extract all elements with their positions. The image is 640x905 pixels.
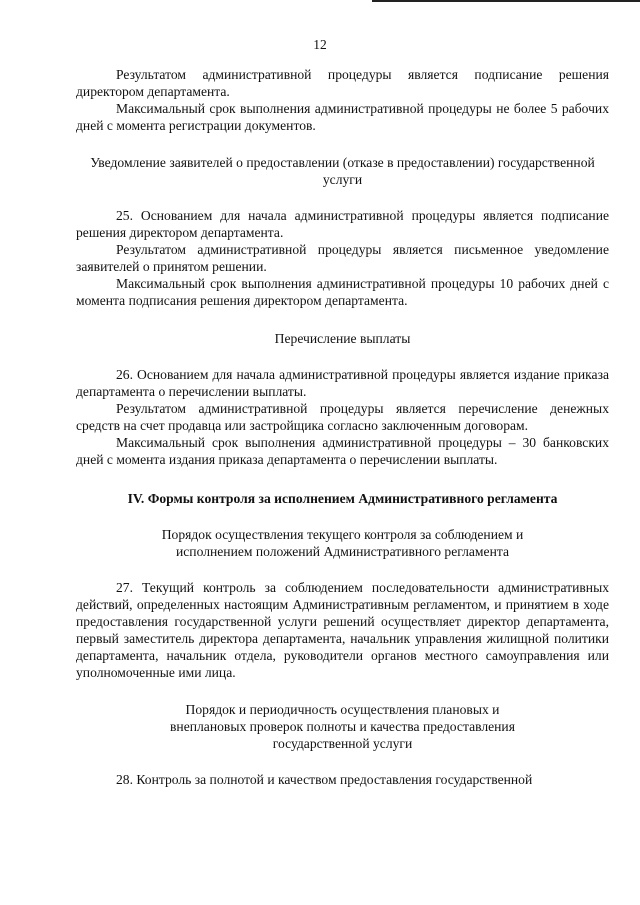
paragraph: Результатом административной процедуры является письменное уведомление заявителей о принятом решении. bbox=[76, 242, 609, 274]
paragraph: 28. Контроль за полнотой и качеством предоставления государственной bbox=[116, 772, 533, 787]
document-body bbox=[76, 66, 609, 788]
top-rule bbox=[372, 0, 640, 2]
page-number: 12 bbox=[313, 37, 327, 52]
paragraph: Максимальный срок выполнения административной процедуры 10 рабочих дней с момента подписания решения директором департамента. bbox=[76, 276, 609, 308]
paragraph: Максимальный срок выполнения административной процедуры не более 5 рабочих дней с момента регистрации документов. bbox=[76, 101, 609, 133]
paragraph: Максимальный срок выполнения административной процедуры – 30 банковских дней с момента издания приказа департамента о перечислении выплаты. bbox=[76, 435, 609, 467]
paragraph: 25. Основанием для начала административной процедуры является подписание решения директором департамента. bbox=[76, 208, 609, 240]
section-heading: Перечисление выплаты bbox=[274, 331, 411, 346]
paragraph: 27. Текущий контроль за соблюдением последовательности административных действий, определенных настоящим Административным регламентом, и принятием в ходе предоставления государственной услуги решений осуществляет директор департамента, первый заместитель директора департамента, начальник управления жилищной политики департамента, начальник отдела, руководители органов местного самоуправления или уполномоченные ими лица. bbox=[76, 580, 609, 680]
paragraph: Результатом административной процедуры является подписание решения директором департамента. bbox=[76, 67, 609, 99]
section-heading: Порядок осуществления текущего контроля за соблюдением и исполнением положений Административного регламента bbox=[161, 527, 524, 559]
paragraph: Результатом административной процедуры является перечисление денежных средств на счет продавца или застройщика согласно заключенным договорам. bbox=[76, 401, 609, 433]
paragraph: 26. Основанием для начала административной процедуры является издание приказа департамента о перечислении выплаты. bbox=[76, 367, 609, 399]
section-heading: Порядок и периодичность осуществления плановых и внеплановых проверок полноты и качества предоставления государственной услуги bbox=[170, 702, 515, 751]
chapter-heading: IV. Формы контроля за исполнением Административного регламента bbox=[127, 491, 558, 506]
section-heading: Уведомление заявителей о предоставлении (отказе в предоставлении) государственной услуги bbox=[90, 155, 595, 187]
